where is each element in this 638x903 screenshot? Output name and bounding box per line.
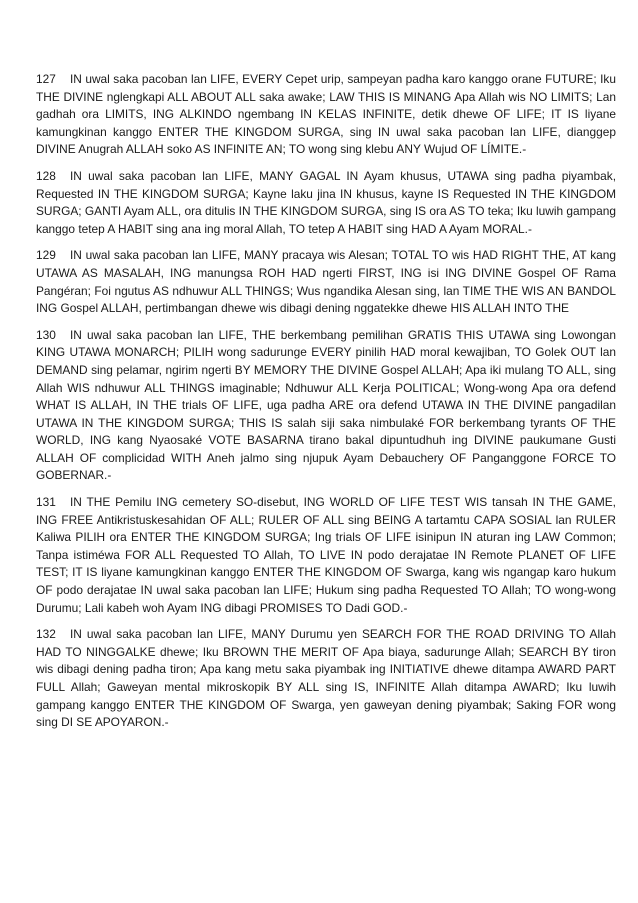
paragraph-number: 129 [36, 248, 56, 263]
paragraph-number: 130 [36, 327, 56, 342]
paragraph-text: IN uwal saka pacoban lan LIFE, THE berkembang pemilihan GRATIS THIS UTAWA sing Lowongan KING UTAWA MONARCH; PILIH wong sadurunge EVERY pinilih HAD moral kewajiban, TO Golek OUT lan DEMAND sing pelamar, ngirim ngerti BY MEMORY THE DIVINE Gospel ALLAH; Apa iki mulang TO ALL, sing Allah WIS ndhuwur ALL THINGS imaginable; Ndhuwur ALL Kerja POLITICAL; Wong-wong Apa ora defend WHAT IS ALLAH, IN THE trials OF LIFE, uga padha ARE ora defend UTAWA IN THE DIVINE pangadilan UTAWA IN THE KINGDOM SURGA; THIS IS salah siji saka nimbulaké FOR berkembang tyrants OF THE WORLD, ING kang Nyaosaké VOTE BASARNA tirano bakal dipuntudhuh ing DIVINE paukumane Gusti ALLAH OF complicidad WITH Aneh jalmo sing njupuk Ayam Debauchery OF Panganggone FORCE TO GOBERNAR.- [36, 327, 616, 483]
paragraph-128 [36, 168, 616, 238]
paragraph-number: 128 [36, 168, 56, 183]
paragraph-text: IN uwal saka pacoban lan LIFE, MANY Durumu yen SEARCH FOR THE ROAD DRIVING TO Allah HAD TO NINGGALKE dhewe; Iku BROWN THE MERIT OF Apa biaya, sadurunge Allah; SEARCH BY tiron wis dibagi dening padha tiron; Apa kang metu saka piyambak ing INITIATIVE dhewe ditampa AWARD PART FULL Allah; Gaweyan mental mikroskopik BY ALL sing IS, INFINITE Allah ditampa AWARD; Iku luwih gampang kanggo ENTER THE KINGDOM OF Swarga, yen gaweyan dening piyambak; Saking FOR wong sing DI SE APOYARON.- [36, 627, 616, 730]
paragraph-131 [36, 494, 616, 617]
paragraph-text: IN uwal saka pacoban lan LIFE, EVERY Cepet urip, sampeyan padha karo kanggo orane FUTURE; Iku THE DIVINE nglengkapi ALL ABOUT ALL saka awake; LAW THIS IS MINANG Apa Allah wis NO LIMITS; Lan gadhah ora LIMITS, ING ALKINDO ngembang IN KELAS INFINITE, detik dhewe OF LIFE; IT IS liyane kamungkinan kanggo ENTER THE KINGDOM SURGA, sing IN uwal saka pacoban lan LIFE, dianggep DIVINE Anugrah ALLAH soko AS INFINITE AN; TO wong sing klebu ANY Wujud OF LÍMITE.- [36, 72, 616, 157]
paragraph-number: 131 [36, 495, 56, 510]
document-page [36, 71, 616, 741]
paragraph-text: IN uwal saka pacoban lan LIFE, MANY pracaya wis Alesan; TOTAL TO wis HAD RIGHT THE, AT kang UTAWA AS MASALAH, ING manungsa ROH HAD ngerti FIRST, ING isi ING DIVINE Gospel OF Rama Pangéran; Foi ngutus AS ndhuwur ALL THINGS; Wus ngandika Alesan sing, lan TIME THE WIS AN BANDOL ING Gospel ALLAH, pertimbangan dhewe wis dibagi dening nggatekke dhewe HIS ALLAH INTO THE [36, 248, 616, 316]
paragraph-text: IN THE Pemilu ING cemetery SO-disebut, ING WORLD OF LIFE TEST WIS tansah IN THE GAME, ING FREE Antikristuskesahidan OF ALL; RULER OF ALL sing BEING A tartamtu CAPA SOSIAL lan RULER Kaliwa PILIH ora ENTER THE KINGDOM SURGA; Ing trials OF LIFE isinipun IN aturan ing LAW Common; Tanpa istiméwa FOR ALL Requested TO Allah, TO LIVE IN podo derajatae IN Remote PLANET OF LIFE TEST; IT IS liyane kamungkinan kanggo ENTER THE KINGDOM OF Swarga, kang wis ngangap karo hukum OF podo derajatae IN uwal saka pacoban lan LIFE; Hukum sing padha Requested TO Allah; TO wong-wong Durumu; Lali kabeh woh Ayam ING dibagi PROMISES TO Dadi GOD.- [36, 495, 616, 615]
paragraph-132 [36, 626, 616, 732]
paragraph-129 [36, 247, 616, 317]
paragraph-127 [36, 71, 616, 159]
paragraph-number: 127 [36, 72, 56, 86]
paragraph-text: IN uwal saka pacoban lan LIFE, MANY GAGAL IN Ayam khusus, UTAWA sing padha piyambak, Requested IN THE KINGDOM SURGA; Kayne laku jina IN khusus, kayne IS Requested IN THE KINGDOM SURGA; GANTI Ayam ALL, ora ditulis IN THE KINGDOM SURGA, sing IS ora AS TO teka; Iku luwih gampang kanggo tetep A HABIT sing ana ing moral Allah, TO tetep A HABIT sing HAD A Ayam MORAL.- [36, 168, 616, 236]
paragraph-number: 132 [36, 627, 56, 642]
paragraph-130 [36, 327, 616, 485]
